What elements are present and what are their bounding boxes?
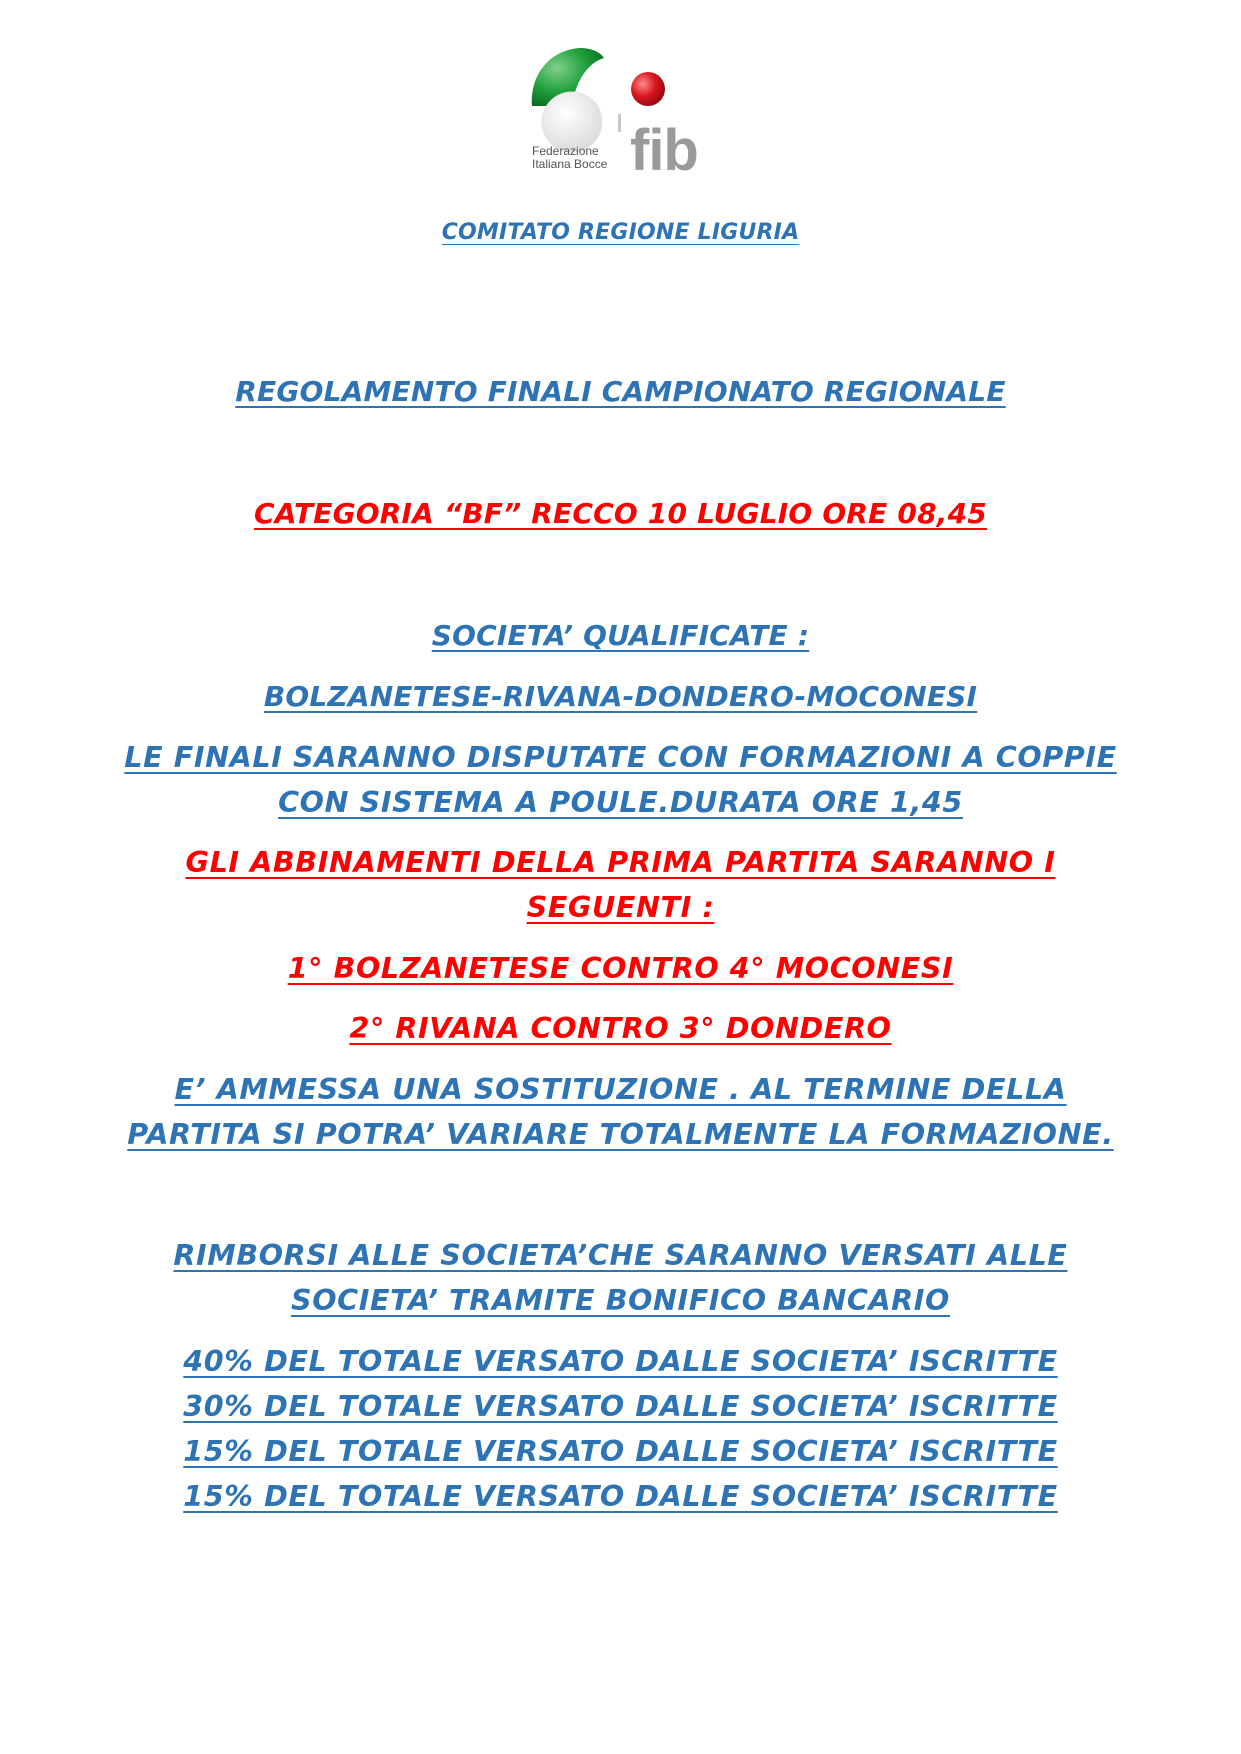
refunds-line-1: RIMBORSI ALLE SOCIETA’CHE SARANNO VERSATI ALLE xyxy=(173,1238,1068,1272)
pairing-1: 1° BOLZANETESE CONTRO 4° MOCONESI xyxy=(287,951,954,985)
substitution-line-2: PARTITA SI POTRA’ VARIARE TOTALMENTE LA FORMAZIONE. xyxy=(127,1117,1114,1151)
logo-line-2: Italiana Bocce xyxy=(532,157,608,171)
red-ball-icon xyxy=(631,72,665,106)
logo-line-1: Federazione xyxy=(532,144,599,158)
qualified-teams: BOLZANETESE-RIVANA-DONDERO-MOCONESI xyxy=(263,680,978,713)
share-line-1: 40% DEL TOTALE VERSATO DALLE SOCIETA’ ISCRITTE xyxy=(183,1344,1058,1378)
format-line-1: LE FINALI SARANNO DISPUTATE CON FORMAZIONI A COPPIE xyxy=(124,740,1117,774)
substitution-line-1: E’ AMMESSA UNA SOSTITUZIONE . AL TERMINE DELLA xyxy=(174,1072,1067,1106)
qualified-heading: SOCIETA’ QUALIFICATE : xyxy=(431,619,810,652)
pairings-heading-line-2: SEGUENTI : xyxy=(526,890,715,924)
refunds-line-2: SOCIETA’ TRAMITE BONIFICO BANCARIO xyxy=(291,1283,950,1317)
white-ball-icon xyxy=(542,92,602,152)
document-title: REGOLAMENTO FINALI CAMPIONATO REGIONALE xyxy=(235,375,1006,408)
share-line-2: 30% DEL TOTALE VERSATO DALLE SOCIETA’ ISCRITTE xyxy=(183,1389,1058,1423)
format-line-2: CON SISTEMA A POULE.DURATA ORE 1,45 xyxy=(278,785,963,819)
category-line: CATEGORIA “BF” RECCO 10 LUGLIO ORE 08,45 xyxy=(254,497,987,530)
share-line-3: 15% DEL TOTALE VERSATO DALLE SOCIETA’ ISCRITTE xyxy=(183,1434,1058,1468)
pairing-2: 2° RIVANA CONTRO 3° DONDERO xyxy=(349,1011,892,1045)
share-line-4: 15% DEL TOTALE VERSATO DALLE SOCIETA’ ISCRITTE xyxy=(183,1479,1058,1513)
fib-logo-graphic xyxy=(520,44,720,194)
pairings-heading-line-1: GLI ABBINAMENTI DELLA PRIMA PARTITA SARANNO I xyxy=(185,845,1056,879)
committee-name: COMITATO REGIONE LIGURIA xyxy=(441,220,800,245)
fib-logo xyxy=(520,44,720,194)
logo-mark: fib xyxy=(630,118,698,183)
